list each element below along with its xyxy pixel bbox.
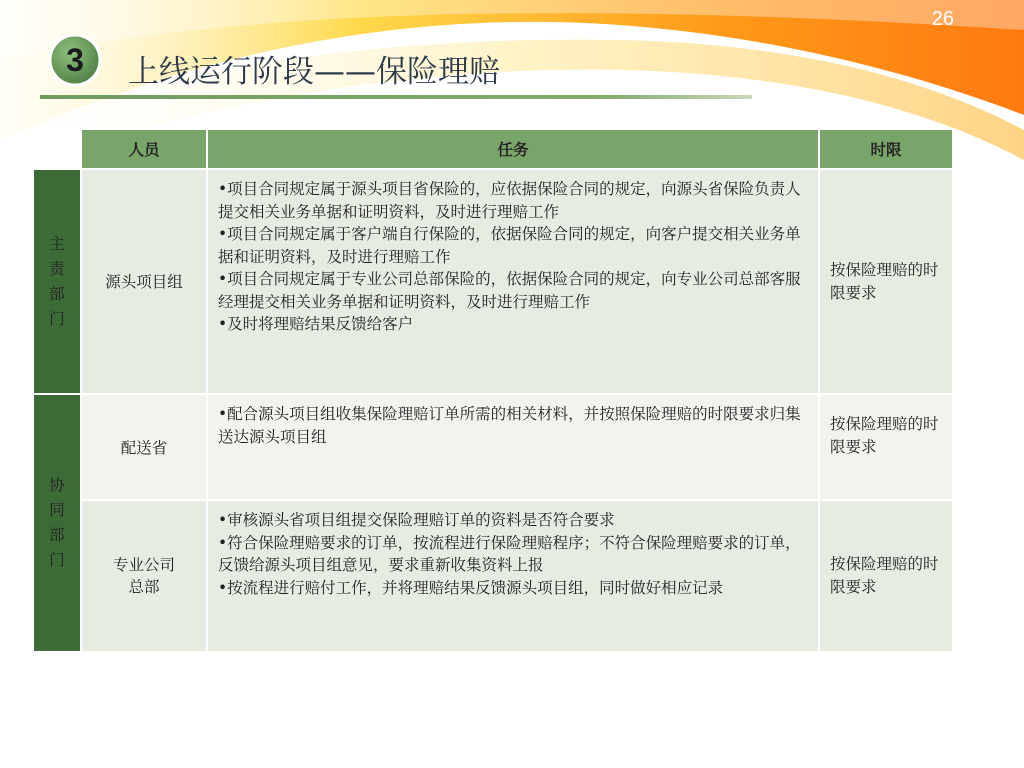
task-item: •及时将理赔结果反馈给客户 [218,315,414,333]
responsibility-table [32,128,954,653]
task-cell [207,500,819,652]
limit-cell: 按保险理赔的时限要求 [819,169,953,394]
column-header-task: 任务 [207,129,819,169]
dept-cell-cooperative: 协 同 部 门 [33,394,81,652]
task-item: •项目合同规定属于源头项目省保险的，应依据保险合同的规定，向源头省保险负责人提交相关业务单据和证明资料，及时进行理赔工作 [218,180,801,221]
task-cell [207,394,819,500]
task-item: •项目合同规定属于客户端自行保险的，依据保险合同的规定，向客户提交相关业务单据和证明资料，及时进行理赔工作 [218,225,801,266]
table-corner-cell [33,129,81,169]
table-header-row [33,129,953,169]
title-underline [40,95,752,99]
task-item: •符合保险理赔要求的订单，按流程进行保险理赔程序；不符合保险理赔要求的订单，反馈给源头项目组意见，要求重新收集资料上报 [218,533,801,574]
page-title: 上线运行阶段——保险理赔 [128,54,500,90]
task-cell [207,169,819,394]
page-number: 26 [931,8,954,30]
task-item: •按流程进行赔付工作，并将理赔结果反馈源头项目组，同时做好相应记录 [218,578,724,597]
table-row [33,500,953,652]
limit-cell: 按保险理赔的时限要求 [819,394,953,500]
task-item: •项目合同规定属于专业公司总部保险的，依据保险合同的规定，向专业公司总部客服经理提交相关业务单据和证明资料，及时进行理赔工作 [218,270,801,311]
limit-cell: 按保险理赔的时限要求 [819,500,953,652]
table-row [33,169,953,394]
person-cell: 配送省 [81,394,207,500]
section-number: 3 [66,42,84,78]
person-cell: 专业公司 总部 [81,500,207,652]
column-header-person: 人员 [81,129,207,169]
dept-cell-primary: 主 责 部 门 [33,169,81,394]
task-item: •配合源头项目组收集保险理赔订单所需的相关材料，并按照保险理赔的时限要求归集送达源头项目组 [218,405,801,446]
column-header-limit: 时限 [819,129,953,169]
task-item: •审核源头省项目组提交保险理赔订单的资料是否符合要求 [218,511,615,529]
table-row [33,394,953,500]
person-cell: 源头项目组 [81,169,207,394]
